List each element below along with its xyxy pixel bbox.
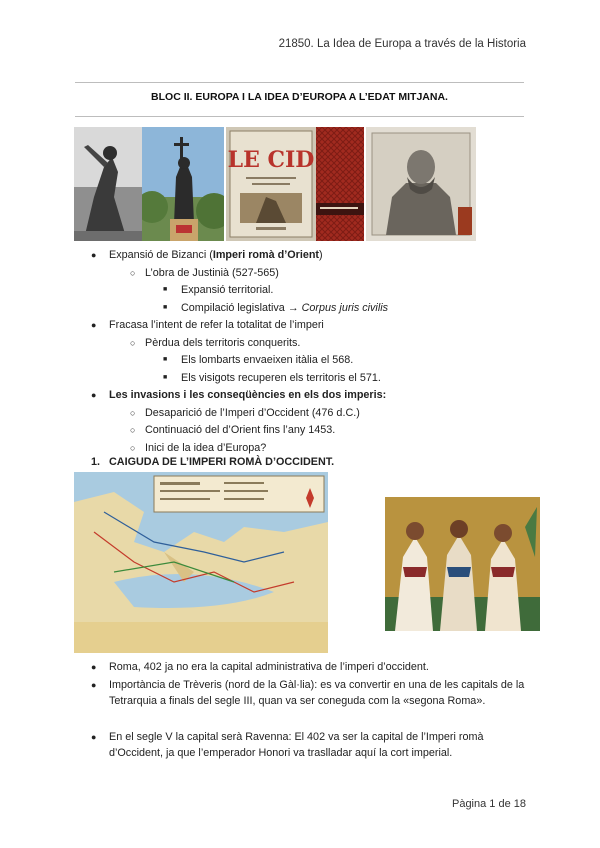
outline-item-level-3	[181, 301, 388, 315]
outline-item-level-2	[145, 406, 360, 420]
outline-text-span: Continuació del d’Orient fins l’any 1453.	[145, 424, 336, 436]
red-book-cover-image	[316, 127, 364, 241]
outline-text-span: Corpus juris civilis	[301, 301, 389, 314]
outline-text-span: Compilació legislativa →	[181, 301, 302, 314]
outline-text-span: Pèrdua dels territoris conquerits.	[145, 336, 301, 349]
outline-item-level-2	[145, 441, 266, 455]
bottom-bullet-text: Roma, 402 ja no era la capital administrativa de l’imperi d’occident.	[109, 661, 429, 673]
hollow-circle-bullet-icon: ○	[130, 425, 136, 435]
filled-circle-bullet-icon: ●	[91, 662, 97, 672]
outline-text-span: Expansió territorial.	[181, 284, 274, 296]
outline-text-span: Les invasions i les conseqüències en els dos imperis:	[109, 389, 387, 401]
top-rule	[75, 82, 524, 83]
le-cid-book-cover-image	[226, 127, 316, 241]
filled-circle-bullet-icon: ●	[91, 390, 97, 400]
outline-text-span: Inici de la idea d’Europa?	[145, 441, 267, 454]
roman-empire-map-image	[74, 472, 328, 653]
filled-circle-bullet-icon: ●	[91, 732, 97, 742]
filled-circle-bullet-icon: ●	[91, 320, 97, 330]
outline-item-level-3	[181, 353, 353, 367]
statue-with-cross-photo	[142, 127, 224, 241]
outline-item-level-1	[109, 388, 386, 402]
hollow-circle-bullet-icon: ○	[130, 337, 136, 348]
outline-text-span: Els visigots recuperen els territoris el 571.	[181, 371, 381, 384]
outline-item-level-2	[145, 266, 279, 280]
le-cid-text: LE CID	[227, 147, 315, 173]
bloc-title: BLOC II. EUROPA I LA IDEA D’EUROPA A L’EDAT MITJANA.	[151, 91, 448, 103]
outline-item-level-1	[109, 318, 324, 332]
bottom-bullet-text: En el segle V la capital serà Ravenna: El 402 va ser la capital de l’Imperi romà d’Occident, ja que l’emperador Honori va traslladar aquí la cort imperial.	[109, 731, 484, 759]
square-bullet-icon: ■	[163, 286, 168, 293]
armored-noble-portrait-image	[366, 127, 476, 241]
square-bullet-icon: ■	[163, 303, 168, 311]
bottom-rule	[75, 116, 524, 117]
filled-circle-bullet-icon: ●	[91, 250, 97, 260]
outline-item-level-3	[181, 283, 273, 297]
square-bullet-icon: ■	[163, 356, 168, 363]
footer-page-number: Pàgina 1 de 18	[451, 798, 526, 810]
section-heading-number: 1.	[91, 456, 101, 468]
header-course-title: 21850. La Idea de Europa a través de la Historia	[278, 38, 526, 50]
outline-item-level-2	[145, 336, 300, 350]
outline-item-level-3	[181, 371, 381, 385]
outline-text-span: )	[319, 249, 323, 261]
outline-item-level-1	[109, 248, 323, 262]
outline-text-span: Imperi romà d’Orient	[212, 249, 320, 261]
outline-text-span: Fracasa l’intent de refer la totalitat de l’imperi	[109, 319, 324, 331]
bottom-bullet-text: Importància de Trèveris (nord de la Gàl·lia): es va convertir en una de les capitals de la Tetrarquia a finals del segle III, quan va ser coneguda com la «segona Roma».	[109, 679, 525, 707]
hollow-circle-bullet-icon: ○	[130, 267, 136, 278]
outline-item-level-2	[145, 423, 335, 437]
outline-text-span: Els lombarts envaeixen itàlia el 568.	[181, 354, 354, 366]
byzantine-mosaic-image	[385, 497, 540, 631]
outline-text-span: Expansió de Bizanci (	[109, 249, 213, 261]
warrior-sculpture-photo	[74, 127, 142, 241]
filled-circle-bullet-icon: ●	[91, 680, 97, 690]
hollow-circle-bullet-icon: ○	[130, 442, 136, 453]
hollow-circle-bullet-icon: ○	[130, 407, 136, 418]
square-bullet-icon: ■	[163, 373, 168, 381]
section-heading: CAIGUDA DE L’IMPERI ROMÀ D’OCCIDENT.	[109, 456, 335, 468]
outline-text-span: L’obra de Justinià (527-565)	[145, 266, 279, 279]
outline-text-span: Desaparició de l’Imperi d’Occident (476 d.C.)	[145, 406, 360, 419]
